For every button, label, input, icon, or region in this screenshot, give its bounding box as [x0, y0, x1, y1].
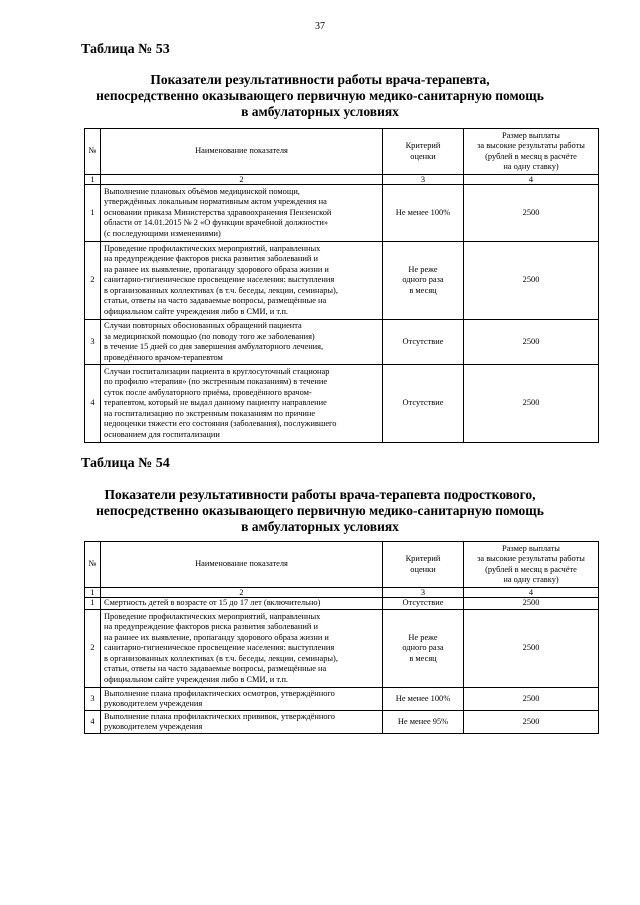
table-53	[84, 128, 599, 443]
title-line: непосредственно оказывающего первичную медико-санитарную помощь	[96, 503, 544, 518]
cell-line: (рублей в месяц в расчёте	[485, 151, 577, 161]
cell-line: в месяц	[409, 653, 437, 663]
cell-line: утверждённых локальным нормативным актом учреждения на	[104, 197, 327, 207]
header-row	[85, 542, 599, 588]
title-line: в амбулаторных условиях	[241, 104, 399, 119]
cell-line: Случаи госпитализации пациента в круглосуточный стационар	[104, 366, 330, 376]
row-criterion	[383, 320, 464, 365]
cell-line: Не менее 95%	[397, 716, 449, 726]
header-criterion	[383, 129, 464, 175]
table-row	[85, 688, 599, 711]
row-no: 2	[85, 242, 101, 320]
table-53-label: Таблица № 53	[81, 42, 170, 57]
table-row	[85, 711, 599, 734]
cell-line: (рублей в месяц в расчёте	[485, 564, 577, 574]
row-criterion	[383, 185, 464, 242]
cell-line: в месяц	[409, 285, 437, 295]
col-number: 3	[383, 175, 464, 185]
column-number-row	[85, 588, 599, 598]
cell-line: основании приказа Министерства здравоохранения Пензенской	[104, 207, 332, 217]
cell-line: Отсутствие	[402, 336, 444, 346]
cell-line: оценки	[410, 564, 436, 574]
cell-line: недооценки тяжести его состояния (заболевания), послужившего	[104, 419, 337, 429]
row-payment: 2500	[464, 610, 599, 688]
row-no: 3	[85, 320, 101, 365]
table-row	[85, 320, 599, 365]
page-number: 37	[315, 21, 325, 32]
cell-line: оценки	[410, 151, 436, 161]
cell-line: за высокие результаты работы	[477, 554, 585, 563]
row-criterion	[383, 598, 464, 610]
row-payment: 2500	[464, 688, 599, 711]
row-criterion	[383, 242, 464, 320]
row-criterion	[383, 365, 464, 443]
row-name	[101, 185, 383, 242]
row-criterion	[383, 711, 464, 734]
col-number: 2	[101, 588, 383, 598]
col-number: 3	[383, 588, 464, 598]
cell-line: санитарно-гигиеническое просвещение населения: выступления	[104, 643, 335, 653]
row-criterion	[383, 688, 464, 711]
header-no: №	[85, 129, 101, 175]
cell-line: Критерий	[405, 141, 441, 150]
header-name: Наименование показателя	[101, 542, 383, 588]
column-number-row	[85, 175, 599, 185]
table-row	[85, 185, 599, 242]
row-name	[101, 242, 383, 320]
cell-line: на раннее их выявление, пропаганду здорового образа жизни и	[104, 632, 329, 642]
cell-line: руководителем учреждения	[104, 699, 203, 708]
cell-line: проведённого врачом-терапевтом	[104, 352, 223, 362]
row-no: 4	[85, 711, 101, 734]
row-name	[101, 365, 383, 443]
table-53-title	[60, 72, 580, 120]
cell-line: в организованных коллективах (в т.ч. беседы, лекции, семинары),	[104, 653, 338, 663]
cell-line: статьи, ответы на часто задаваемые вопросы, размещённые на	[104, 296, 327, 306]
row-no: 2	[85, 610, 101, 688]
cell-line: по профилю «терапия» (по экстренным показаниям) в течение	[104, 377, 328, 387]
row-name	[101, 688, 383, 711]
cell-line: одного раза	[402, 275, 444, 285]
row-payment: 2500	[464, 242, 599, 320]
cell-line: суток после амбулаторного приёма, проведённого врачом-	[104, 387, 312, 397]
cell-line: на госпитализацию по экстренным показаниям по причине	[104, 408, 316, 418]
row-payment: 2500	[464, 185, 599, 242]
table-row	[85, 598, 599, 610]
cell-line: в организованных коллективах (в т.ч. беседы, лекции, семинары),	[104, 285, 338, 295]
cell-line: Не реже	[408, 264, 438, 274]
header-payment	[464, 129, 599, 175]
row-no: 1	[85, 598, 101, 610]
col-number: 1	[85, 588, 101, 598]
header-name: Наименование показателя	[101, 129, 383, 175]
title-line: Показатели результативности работы врача-терапевта подросткового,	[104, 487, 536, 502]
header-row	[85, 129, 599, 175]
cell-line: официальном сайте учреждения либо в СМИ, и т.п.	[104, 674, 289, 684]
cell-line: одного раза	[402, 643, 444, 653]
row-no: 3	[85, 688, 101, 711]
col-number: 2	[101, 175, 383, 185]
cell-line: Отсутствие	[402, 598, 444, 608]
row-criterion	[383, 610, 464, 688]
col-number: 4	[464, 588, 599, 598]
row-name	[101, 598, 383, 610]
cell-line: на одну ставку)	[503, 575, 559, 584]
cell-line: Выполнение плановых объёмов медицинской помощи,	[104, 186, 300, 196]
cell-line: области от 14.01.2015 № 2 «О функции врачебной должности»	[104, 218, 329, 228]
row-name	[101, 320, 383, 365]
table-row	[85, 610, 599, 688]
cell-line: за высокие результаты работы	[477, 141, 585, 150]
col-number: 1	[85, 175, 101, 185]
cell-line: терапевтом, который не выдал данному пациенту направление	[104, 398, 327, 408]
cell-line: Не реже	[408, 632, 438, 642]
row-payment: 2500	[464, 711, 599, 734]
cell-line: Смертность детей в возрасте от 15 до 17 лет (включительно)	[104, 598, 321, 608]
cell-line: Случаи повторных обоснованных обращений пациента	[104, 321, 302, 330]
cell-line: (с последующими изменениями)	[104, 228, 221, 238]
cell-line: Проведение профилактических мероприятий, направленных	[104, 243, 321, 253]
col-number: 4	[464, 175, 599, 185]
row-payment: 2500	[464, 320, 599, 365]
cell-line: Проведение профилактических мероприятий, направленных	[104, 611, 321, 621]
row-no: 4	[85, 365, 101, 443]
table-54-title	[60, 487, 580, 535]
cell-line: основанием для госпитализации	[104, 429, 220, 439]
cell-line: на предупреждение факторов риска развития заболеваний и	[104, 622, 318, 632]
row-name	[101, 711, 383, 734]
table-54	[84, 541, 599, 734]
table-54-label: Таблица № 54	[81, 456, 170, 471]
cell-line: на предупреждение факторов риска развития заболеваний и	[104, 254, 318, 264]
cell-line: Критерий	[405, 554, 441, 563]
table-row	[85, 242, 599, 320]
row-no: 1	[85, 185, 101, 242]
cell-line: Выполнение плана профилактических осмотров, утверждённого	[104, 688, 335, 698]
cell-line: Размер выплаты	[502, 130, 560, 140]
cell-line: за медицинской помощью (по поводу того же заболевания)	[104, 331, 315, 341]
cell-line: в течение 15 дней со дня завершения амбулаторного лечения,	[104, 342, 324, 351]
title-line: непосредственно оказывающего первичную медико-санитарную помощь	[96, 88, 544, 103]
cell-line: Отсутствие	[402, 398, 444, 408]
title-line: Показатели результативности работы врача-терапевта,	[150, 72, 490, 87]
row-payment: 2500	[464, 598, 599, 610]
cell-line: Выполнение плана профилактических прививок, утверждённого	[104, 711, 335, 721]
cell-line: статьи, ответы на часто задаваемые вопросы, размещённые на	[104, 664, 327, 674]
cell-line: руководителем учреждения	[104, 722, 203, 731]
cell-line: Не менее 100%	[395, 693, 451, 703]
cell-line: официальном сайте учреждения либо в СМИ, и т.п.	[104, 306, 289, 316]
cell-line: Не менее 100%	[395, 207, 451, 217]
cell-line: Размер выплаты	[502, 543, 560, 553]
header-criterion	[383, 542, 464, 588]
cell-line: на одну ставку)	[503, 162, 559, 171]
cell-line: на раннее их выявление, пропаганду здорового образа жизни и	[104, 264, 329, 274]
title-line: в амбулаторных условиях	[241, 519, 399, 534]
header-no: №	[85, 542, 101, 588]
table-row	[85, 365, 599, 443]
row-name	[101, 610, 383, 688]
header-payment	[464, 542, 599, 588]
cell-line: санитарно-гигиеническое просвещение населения: выступления	[104, 275, 335, 285]
row-payment: 2500	[464, 365, 599, 443]
